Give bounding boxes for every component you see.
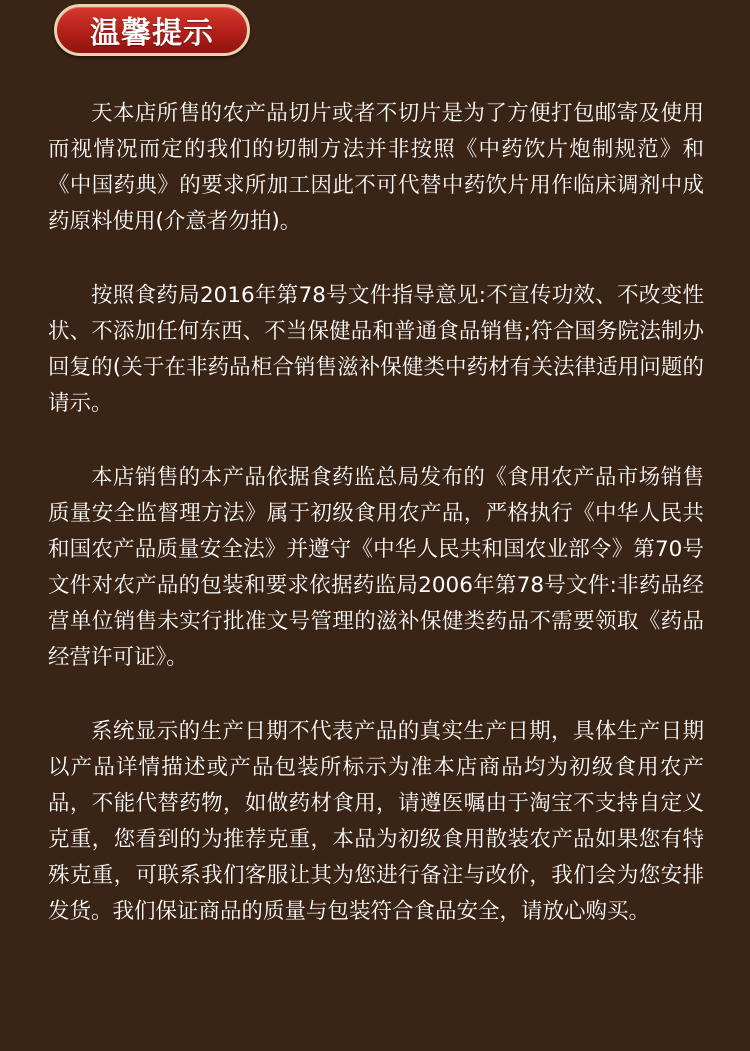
notice-paragraph-4: 系统显示的生产日期不代表产品的真实生产日期，具体生产日期以产品详情描述或产品包装所标示为准本店商品均为初级食用农产品，不能代替药物，如做药材食用，请遵医嘱由于淘宝不支持自定义克重，您看到的为推荐克重，本品为初级食用散装农产品如果您有特殊克重，可联系我们客服让其为您进行备注与改价，我们会为您安排发货。我们保证商品的质量与包装符合食品安全，请放心购买。 (48, 719, 704, 924)
notice-title-badge (54, 4, 250, 56)
notice-content (48, 96, 704, 968)
notice-title: 温馨提示 (90, 16, 214, 51)
notice-paragraph-3: 本店销售的本产品依据食药监总局发布的《食用农产品市场销售质量安全监督理方法》属于初级食用农产品，严格执行《中华人民共和国农产品质量安全法》并遵守《中华人民共和国农业部令》第70号文件对农产品的包装和要求依据药监局2006年第78号文件:非药品经营单位销售未实行批准文号管理的滋补保健类药品不需要领取《药品经营许可证》。 (48, 465, 704, 670)
notice-paragraph-1: 天本店所售的农产品切片或者不切片是为了方便打包邮寄及使用而视情况而定的我们的切制方法并非按照《中药饮片炮制规范》和《中国药典》的要求所加工因此不可代替中药饮片用作临床调剂中成药原料使用(介意者勿拍)。 (48, 101, 704, 234)
notice-paragraph-2: 按照食药局2016年第78号文件指导意见:不宣传功效、不改变性状、不添加任何东西、不当保健品和普通食品销售;符合国务院法制办回复的(关于在非药品柜合销售滋补保健类中药材有关法律适用问题的请示。 (48, 283, 704, 416)
